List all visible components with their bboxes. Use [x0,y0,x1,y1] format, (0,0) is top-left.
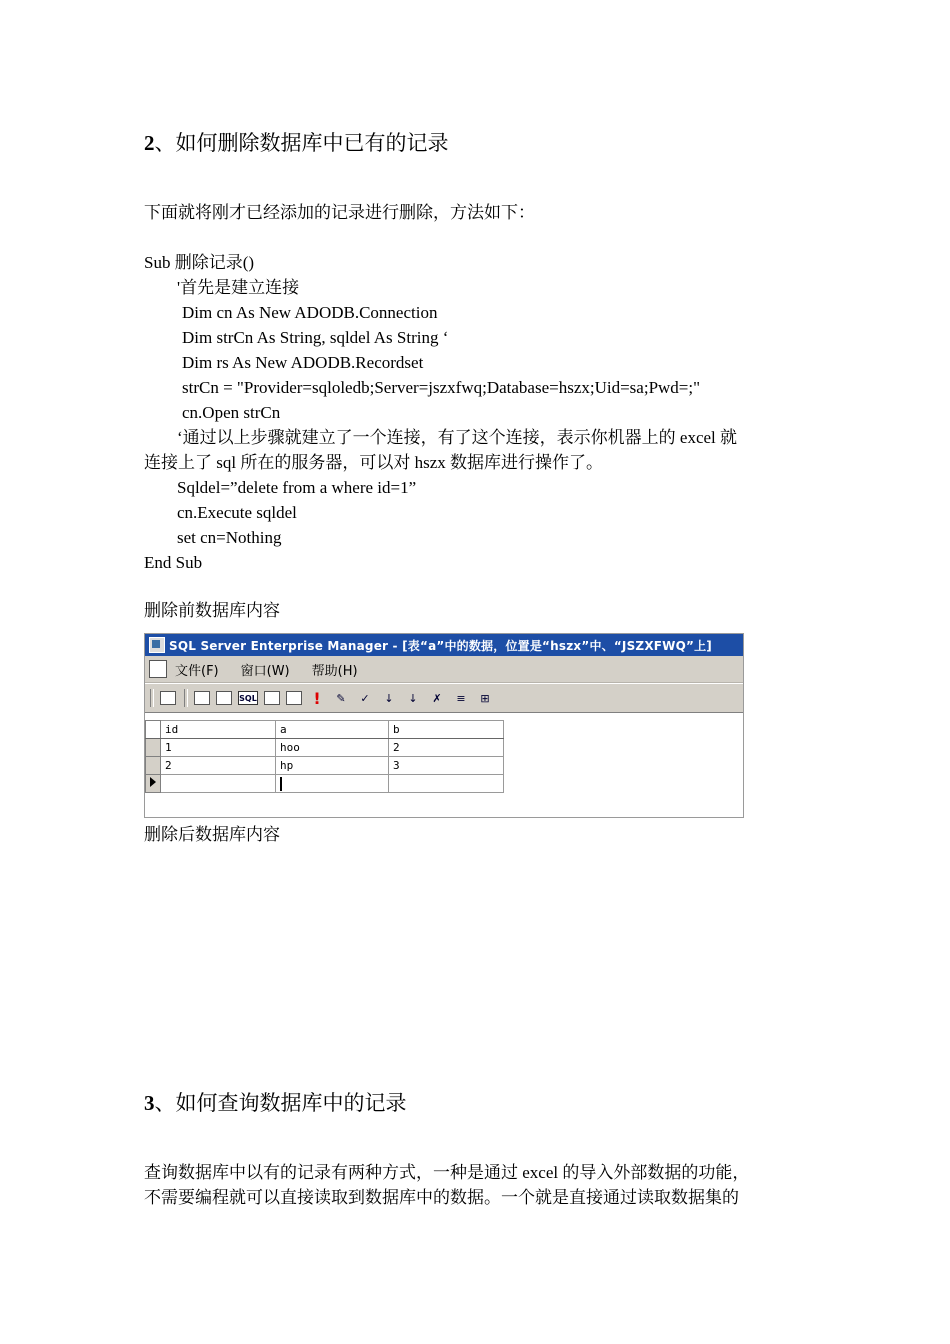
results-grid [145,720,504,793]
sort-ascending-icon[interactable]: ↓ [384,691,394,705]
before-label: 删除前数据库内容 [144,601,280,620]
sql-pane-icon[interactable]: SQL [238,691,258,705]
diagram-pane-icon[interactable] [194,691,210,705]
code-line-dim-strcn: Dim strCn As String, sqldel As String ‘ [182,328,449,347]
code-line-end-sub: End Sub [144,553,203,572]
change-query-type-icon[interactable] [286,691,302,705]
remove-filter-icon[interactable]: ✗ [432,691,442,705]
new-cell-a[interactable] [276,775,389,793]
cell-id[interactable]: 2 [161,757,276,775]
table-row [146,739,504,757]
code-comment-line-b: 连接上了 sql 所在的服务器，可以对 hszx 数据库进行操作了。 [144,453,603,472]
section-3-paragraph-line-a: 查询数据库中以有的记录有两种方式，一种是通过 excel 的导入外部数据的功能， [144,1163,750,1182]
new-cell-b[interactable] [389,775,504,793]
code-line-sqldel: Sqldel=”delete from a where id=1” [177,478,417,497]
code-line-strcn: strCn = "Provider=sqloledb;Server=jszxfwq;Database=hszx;Uid=sa;Pwd=;" [182,378,701,397]
sort-descending-icon[interactable]: ↓ [408,691,418,705]
section-2-heading [144,127,449,157]
window-titlebar [145,634,743,656]
toolbar-separator [150,689,154,707]
cell-id[interactable]: 1 [161,739,276,757]
menu-bar [145,656,743,683]
new-row [146,775,504,793]
code-line-dim-rs: Dim rs As New ADODB.Recordset [182,353,424,372]
cell-a[interactable]: hoo [276,739,389,757]
code-line-sub: Sub 删除记录() [144,253,255,272]
intro-paragraph: 下面就将刚才已经添加的记录进行删除，方法如下： [144,203,535,222]
cell-b[interactable]: 2 [389,739,504,757]
run-icon[interactable]: ! [313,688,321,708]
column-header-a[interactable]: a [276,721,389,739]
sql-server-window-screenshot [144,633,744,818]
code-line-execute: cn.Execute sqldel [177,503,297,522]
menu-help[interactable]: 帮助(H) [311,663,358,679]
row-header[interactable] [146,739,161,757]
sql-check-icon[interactable]: ✓ [360,691,370,705]
app-icon [149,637,165,653]
add-table-icon[interactable]: ⊞ [480,691,490,705]
section-3-heading [144,1087,407,1117]
section-2-number: 2 [144,131,155,155]
cell-b[interactable]: 3 [389,757,504,775]
document-icon [149,660,167,678]
grid-header-row [146,721,504,739]
menu-window[interactable]: 窗口(W) [240,663,290,679]
section-3-paragraph-line-b: 不需要编程就可以直接读取到数据库中的数据。一个就是直接通过读取数据集的 [144,1188,739,1207]
cell-a[interactable]: hp [276,757,389,775]
row-header [146,721,161,739]
code-line-dim-cn: Dim cn As New ADODB.Connection [182,303,438,322]
section-2-title: 、如何删除数据库中已有的记录 [154,131,449,155]
row-header[interactable] [146,757,161,775]
group-by-icon[interactable]: ≡ [456,691,466,705]
row-pointer-icon [150,777,156,787]
section-3-number: 3 [144,1091,155,1115]
column-header-id[interactable]: id [161,721,276,739]
after-label: 删除后数据库内容 [144,825,280,844]
menu-file[interactable]: 文件(F) [175,663,219,679]
section-3-title: 、如何查询数据库中的记录 [154,1091,407,1115]
current-row-indicator[interactable] [146,775,161,793]
new-cell-id[interactable] [161,775,276,793]
code-comment-line-a: ‘通过以上步骤就建立了一个连接，有了这个连接，表示你机器上的 excel 就 [177,428,738,447]
grid-pane-icon[interactable] [216,691,232,705]
toolbar-separator [184,689,188,707]
window-title: SQL Server Enterprise Manager - [表“a”中的数据，位置是“hszx”中、“JSZXFWQ”上] [169,638,712,653]
results-pane-icon[interactable] [264,691,280,705]
code-line-comment: '首先是建立连接 [177,278,300,297]
toolbar [145,683,743,713]
code-line-open: cn.Open strCn [182,403,281,422]
column-header-b[interactable]: b [389,721,504,739]
verify-sql-icon[interactable]: ✎ [336,691,346,705]
text-cursor [280,777,282,791]
table-row [146,757,504,775]
code-line-set-nothing: set cn=Nothing [177,528,282,547]
properties-icon[interactable] [160,691,176,705]
